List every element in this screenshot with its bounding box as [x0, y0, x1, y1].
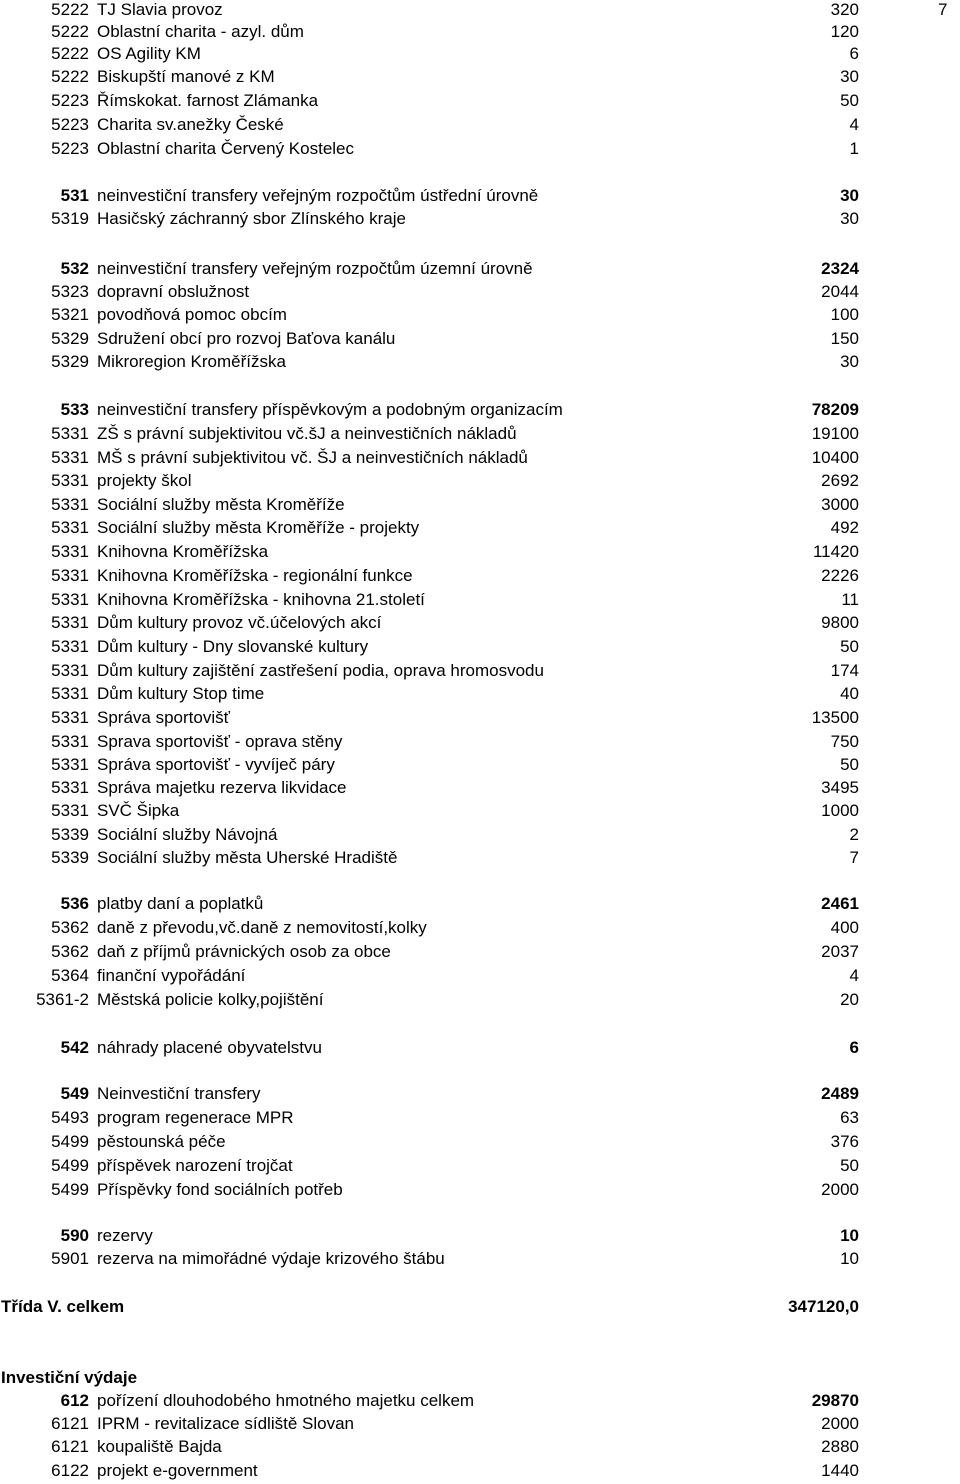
table-row — [0, 661, 960, 683]
subtotal-row — [0, 894, 960, 916]
item-value: 2324 — [821, 259, 859, 278]
item-value: 63 — [840, 1108, 859, 1127]
item-code: 5331 — [51, 495, 89, 514]
table-row — [0, 637, 960, 659]
item-label: pořízení dlouhodobého hmotného majetku celkem — [97, 1391, 475, 1410]
item-label: projekt e-government — [97, 1461, 258, 1480]
item-value: 320 — [830, 0, 859, 19]
item-code: 6121 — [51, 1437, 89, 1456]
table-row — [0, 1249, 960, 1271]
item-value: 6 — [849, 44, 859, 63]
item-label: IPRM - revitalizace sídliště Slovan — [97, 1414, 354, 1433]
item-label: Oblastní charita Červený Kostelec — [97, 139, 355, 158]
item-label: projekty škol — [97, 471, 192, 490]
item-value: 750 — [830, 732, 859, 751]
item-value: 40 — [840, 684, 859, 703]
item-value: 2000 — [821, 1180, 859, 1199]
item-value: 2000 — [821, 1414, 859, 1433]
item-label: příspěvek narození trojčat — [97, 1156, 293, 1175]
item-code: 532 — [60, 259, 89, 278]
item-label: rezerva na mimořádné výdaje krizového štábu — [97, 1249, 445, 1268]
item-code: 5222 — [51, 0, 89, 19]
item-value: 174 — [830, 661, 859, 680]
table-row — [0, 91, 960, 113]
subtotal-row — [0, 1391, 960, 1413]
item-code: 5364 — [51, 966, 89, 985]
item-code: 5331 — [51, 448, 89, 467]
item-label: Hasičský záchranný sbor Zlínského kraje — [97, 209, 406, 228]
table-row — [0, 1414, 960, 1436]
item-code: 536 — [60, 894, 89, 913]
item-code: 5901 — [51, 1249, 89, 1268]
table-row — [0, 918, 960, 940]
item-code: 5499 — [51, 1180, 89, 1199]
item-value: 11420 — [812, 542, 859, 561]
item-value: 120 — [830, 22, 859, 41]
item-value: 2 — [849, 825, 859, 844]
subtotal-row — [0, 259, 960, 281]
item-value: 2044 — [821, 282, 859, 301]
item-code: 5339 — [51, 848, 89, 867]
table-row — [0, 542, 960, 564]
table-row — [0, 471, 960, 493]
item-label: neinvestiční transfery příspěvkovým a podobným organizacím — [97, 400, 563, 419]
item-value: 2226 — [821, 566, 859, 585]
item-code: 5331 — [51, 661, 89, 680]
item-value: 2692 — [821, 471, 859, 490]
table-row — [0, 22, 960, 44]
table-row — [0, 590, 960, 612]
table-row — [0, 1108, 960, 1130]
item-code: 5223 — [51, 115, 89, 134]
item-code: 5331 — [51, 778, 89, 797]
item-code: 5222 — [51, 22, 89, 41]
item-code: 5331 — [51, 424, 89, 443]
item-label: SVČ Šipka — [97, 801, 180, 820]
item-value: 400 — [830, 918, 859, 937]
item-label: pěstounská péče — [97, 1132, 226, 1151]
item-value: 2037 — [821, 942, 859, 961]
item-value: 347120,0 — [788, 1297, 859, 1316]
item-value: 3000 — [821, 495, 859, 514]
item-value: 492 — [830, 518, 859, 537]
item-label: Městská policie kolky,pojištění — [97, 990, 324, 1009]
item-value: 78209 — [811, 400, 859, 419]
item-code: 5323 — [51, 282, 89, 301]
item-label: Biskupští manové z KM — [97, 67, 275, 86]
item-label: Mikroregion Kroměřížska — [97, 352, 286, 371]
item-code: 5223 — [51, 91, 89, 110]
table-row — [0, 1180, 960, 1202]
table-row — [0, 495, 960, 517]
table-row — [0, 115, 960, 137]
item-label: náhrady placené obyvatelstvu — [97, 1038, 322, 1057]
item-label: Správa sportovišť — [97, 708, 230, 727]
item-code: 612 — [60, 1391, 89, 1410]
table-row — [0, 67, 960, 89]
item-value: 4 — [849, 966, 859, 985]
item-code: 5331 — [51, 801, 89, 820]
item-value: 30 — [840, 67, 859, 86]
item-label: OS Agility KM — [97, 44, 201, 63]
item-label: ZŠ s právní subjektivitou vč.šJ a neinvestičních nákladů — [97, 424, 517, 443]
item-value: 30 — [840, 209, 859, 228]
table-row — [0, 990, 960, 1012]
item-value: 30 — [840, 186, 859, 205]
item-label: TJ Slavia provoz — [97, 0, 223, 19]
item-label: daň z příjmů právnických osob za obce — [97, 942, 391, 961]
table-row — [0, 708, 960, 730]
item-code: 5222 — [51, 67, 89, 86]
table-row — [0, 613, 960, 635]
item-label: neinvestiční transfery veřejným rozpočtům územní úrovně — [97, 259, 533, 278]
table-row — [0, 424, 960, 446]
item-label: Správa sportovišť - vyvíječ páry — [97, 755, 335, 774]
item-code: 5331 — [51, 684, 89, 703]
item-label: MŠ s právní subjektivitou vč. ŠJ a neinvestičních nákladů — [97, 448, 528, 467]
item-label: platby daní a poplatků — [97, 894, 264, 913]
table-row — [0, 755, 960, 777]
item-code: 590 — [60, 1226, 89, 1245]
item-value: 1000 — [821, 801, 859, 820]
item-value: 2461 — [821, 894, 859, 913]
item-code: 6122 — [51, 1461, 89, 1480]
item-value: 2880 — [821, 1437, 859, 1456]
table-row — [0, 518, 960, 540]
table-row — [0, 352, 960, 374]
item-value: 30 — [840, 352, 859, 371]
item-code: 5331 — [51, 518, 89, 537]
item-code: 5319 — [51, 209, 89, 228]
table-row — [0, 209, 960, 231]
item-label: Sociální služby Návojná — [97, 825, 278, 844]
table-row — [0, 0, 960, 22]
item-code: 531 — [60, 186, 89, 205]
item-label: Investiční výdaje — [1, 1368, 138, 1387]
subtotal-row — [0, 1226, 960, 1248]
item-code: 5331 — [51, 708, 89, 727]
item-label: rezervy — [97, 1226, 153, 1245]
table-row — [0, 1132, 960, 1154]
item-label: Dům kultury provoz vč.účelových akcí — [97, 613, 382, 632]
item-code: 5362 — [51, 918, 89, 937]
item-code: 549 — [60, 1084, 89, 1103]
subtotal-row — [0, 1038, 960, 1060]
item-value: 4 — [849, 115, 859, 134]
item-label: Neinvestiční transfery — [97, 1084, 261, 1103]
item-label: Římskokat. farnost Zlámanka — [97, 91, 319, 110]
item-code: 5331 — [51, 471, 89, 490]
item-code: 5321 — [51, 305, 89, 324]
item-code: 5331 — [51, 732, 89, 751]
item-code: 5331 — [51, 613, 89, 632]
item-value: 50 — [840, 1156, 859, 1175]
item-label: Sociální služby města Kroměříže — [97, 495, 345, 514]
item-label: Knihovna Kroměřížska — [97, 542, 269, 561]
item-code: 542 — [60, 1038, 89, 1057]
subtotal-row — [0, 186, 960, 208]
item-value: 11 — [841, 590, 859, 609]
table-row — [0, 801, 960, 823]
item-value: 29870 — [811, 1391, 859, 1410]
table-row — [0, 942, 960, 964]
item-label: Oblastní charita - azyl. dům — [97, 22, 304, 41]
item-code: 5331 — [51, 590, 89, 609]
item-value: 20 — [840, 990, 859, 1009]
item-value: 50 — [840, 637, 859, 656]
item-code: 5331 — [51, 755, 89, 774]
table-row — [0, 825, 960, 847]
table-row — [0, 848, 960, 870]
page-number: 7 — [938, 0, 948, 19]
table-row — [0, 282, 960, 304]
item-label: Sprava sportovišť - oprava stěny — [97, 732, 343, 751]
table-row — [0, 966, 960, 988]
item-label: Sociální služby města Kroměříže - projekty — [97, 518, 420, 537]
table-row — [0, 778, 960, 800]
item-label: Dům kultury - Dny slovanské kultury — [97, 637, 369, 656]
item-label: Třída V. celkem — [1, 1297, 125, 1316]
item-code: 6121 — [51, 1414, 89, 1433]
item-label: Příspěvky fond sociálních potřeb — [97, 1180, 343, 1199]
table-row — [0, 1461, 960, 1483]
item-value: 6 — [849, 1038, 859, 1057]
section-heading — [0, 1297, 960, 1319]
item-value: 100 — [830, 305, 859, 324]
item-value: 10 — [840, 1249, 859, 1268]
item-value: 10 — [840, 1226, 859, 1245]
item-code: 5329 — [51, 352, 89, 371]
item-label: neinvestiční transfery veřejným rozpočtům ústřední úrovně — [97, 186, 539, 205]
item-value: 50 — [840, 755, 859, 774]
table-row — [0, 448, 960, 470]
item-code: 5362 — [51, 942, 89, 961]
item-code: 5499 — [51, 1132, 89, 1151]
item-label: Knihovna Kroměřížska - regionální funkce — [97, 566, 413, 585]
item-value: 13500 — [811, 708, 859, 727]
item-value: 376 — [830, 1132, 859, 1151]
table-row — [0, 305, 960, 327]
item-value: 2489 — [821, 1084, 859, 1103]
subtotal-row — [0, 400, 960, 422]
item-label: program regenerace MPR — [97, 1108, 294, 1127]
table-row — [0, 1156, 960, 1178]
item-label: finanční vypořádání — [97, 966, 246, 985]
item-value: 1440 — [821, 1461, 859, 1480]
subtotal-row — [0, 1084, 960, 1106]
item-code: 5331 — [51, 542, 89, 561]
section-heading — [0, 1368, 960, 1390]
item-code: 5499 — [51, 1156, 89, 1175]
item-code: 5223 — [51, 139, 89, 158]
table-row — [0, 732, 960, 754]
item-code: 5222 — [51, 44, 89, 63]
item-code: 533 — [60, 400, 89, 419]
item-value: 10400 — [811, 448, 859, 467]
item-label: povodňová pomoc obcím — [97, 305, 287, 324]
table-row — [0, 329, 960, 351]
table-row — [0, 1437, 960, 1459]
item-label: Správa majetku rezerva likvidace — [97, 778, 347, 797]
item-value: 19100 — [811, 424, 859, 443]
item-code: 5331 — [51, 566, 89, 585]
item-value: 150 — [830, 329, 859, 348]
table-row — [0, 139, 960, 161]
item-code: 5493 — [51, 1108, 89, 1127]
table-row — [0, 566, 960, 588]
table-row — [0, 684, 960, 706]
item-label: Knihovna Kroměřížska - knihovna 21.století — [97, 590, 425, 609]
table-row — [0, 44, 960, 66]
item-label: Dům kultury Stop time — [97, 684, 265, 703]
item-label: daně z převodu,vč.daně z nemovitostí,kolky — [97, 918, 427, 937]
item-label: Sdružení obcí pro rozvoj Baťova kanálu — [97, 329, 396, 348]
item-value: 7 — [849, 848, 859, 867]
item-label: Charita sv.anežky České — [97, 115, 284, 134]
item-label: dopravní obslužnost — [97, 282, 250, 301]
item-code: 5331 — [51, 637, 89, 656]
item-value: 3495 — [821, 778, 859, 797]
item-value: 9800 — [821, 613, 859, 632]
item-code: 5361-2 — [36, 990, 89, 1009]
item-value: 50 — [840, 91, 859, 110]
item-code: 5339 — [51, 825, 89, 844]
item-label: Dům kultury zajištění zastřešení podia, oprava hromosvodu — [97, 661, 544, 680]
item-code: 5329 — [51, 329, 89, 348]
item-label: Sociální služby města Uherské Hradiště — [97, 848, 398, 867]
item-label: koupaliště Bajda — [97, 1437, 222, 1456]
item-value: 1 — [849, 139, 859, 158]
